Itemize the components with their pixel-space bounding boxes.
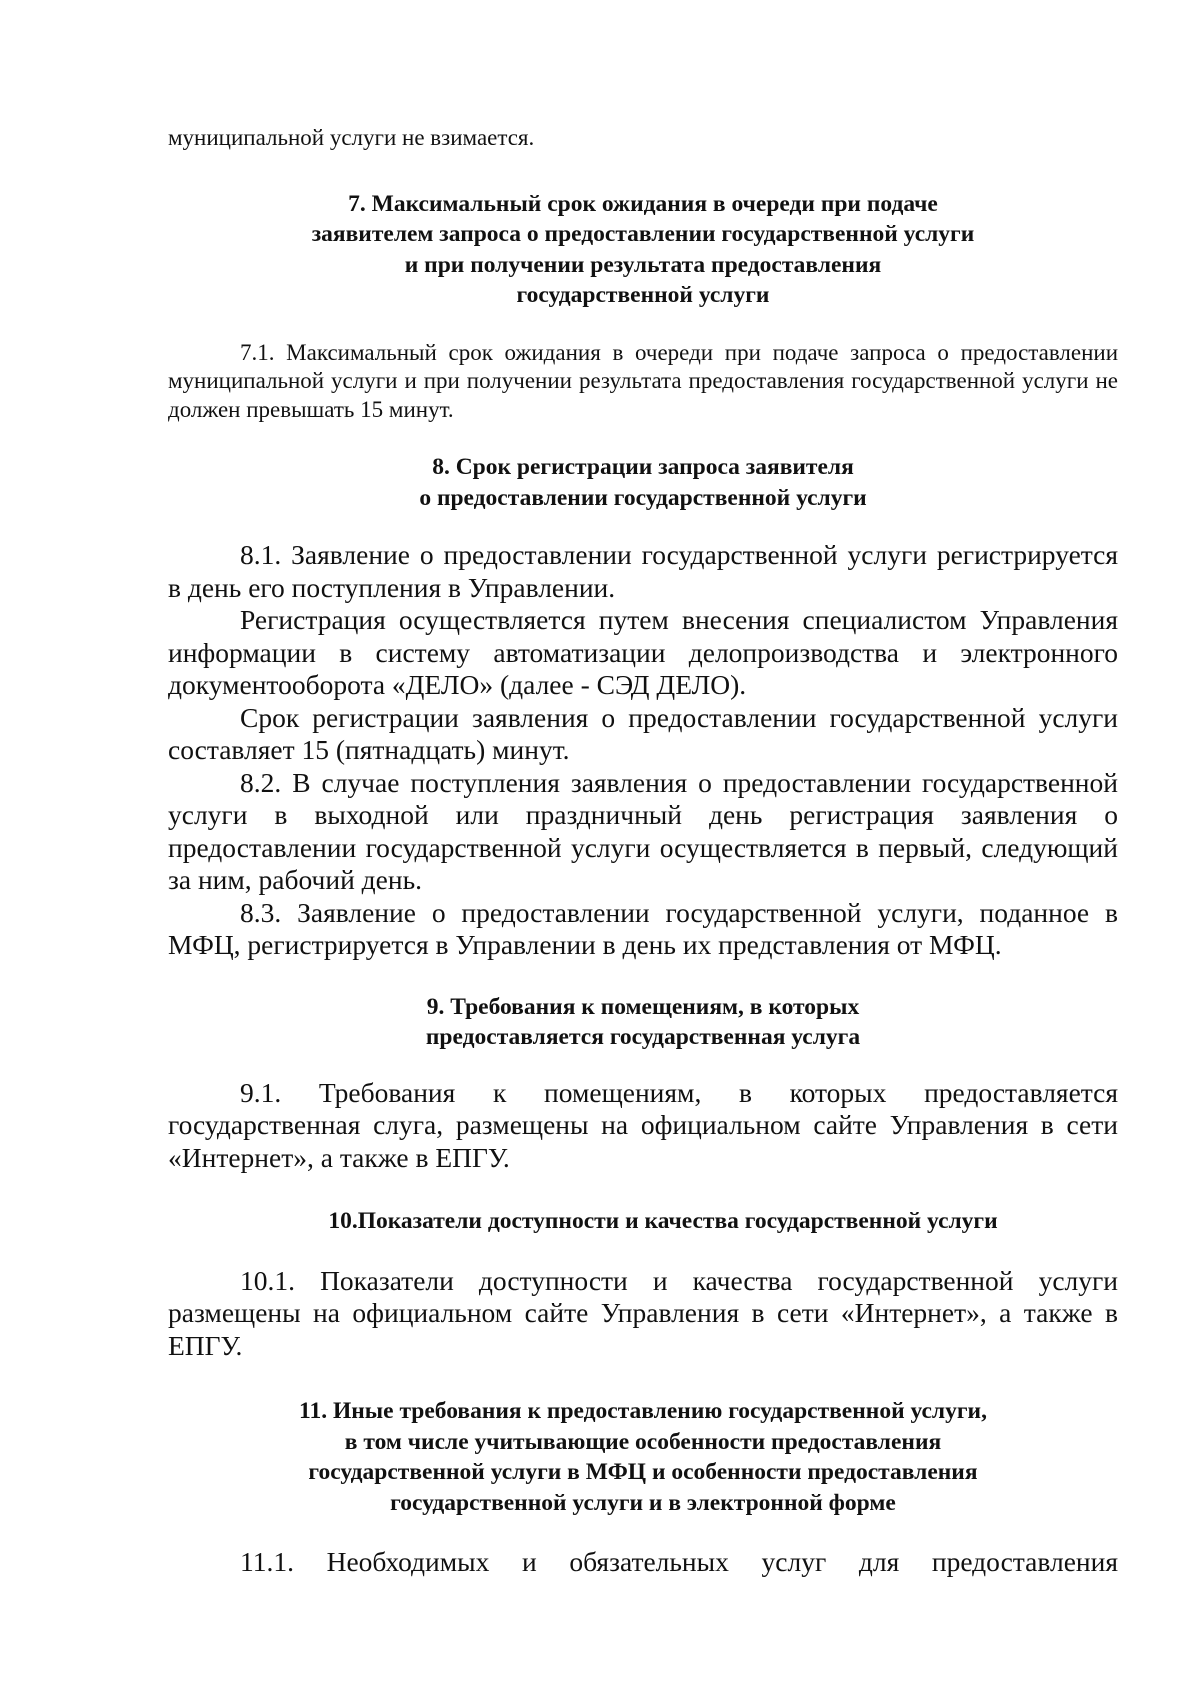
heading-line: государственной услуги: [516, 282, 770, 308]
paragraph-11-1: 11.1. Необходимых и обязательных услуг для предоставления: [240, 1546, 1118, 1577]
paragraph-7-1: 7.1. Максимальный срок ожидания в очереди при подаче запроса о предоставлении муниципальной услуги и при получении результата предоставления государственной услуги не должен превышать 15 минут.: [168, 339, 1118, 422]
heading-line: заявителем запроса о предоставлении государственной услуги: [311, 221, 975, 247]
heading-line: о предоставлении государственной услуги: [419, 484, 867, 511]
section-9-heading: [168, 992, 1118, 1053]
heading-line: и при получении результата предоставления: [404, 251, 882, 278]
heading-line: 11. Иные требования к предоставлению государственной услуги,: [299, 1398, 987, 1424]
heading-line: в том числе учитывающие особенности предоставления: [344, 1428, 942, 1455]
paragraph-8-2: 8.2. В случае поступления заявления о предоставлении государственной услуги в выходной или праздничный день регистрация заявления о предоставлении государственной услуги осуществляется в первый, следующий за ним, рабочий день.: [168, 766, 1118, 895]
paragraph-8-1-registration: Регистрация осуществляется путем внесения специалистом Управления информации в систему автоматизации делопроизводства и электронного документооборота «ДЕЛО» (далее - СЭД ДЕЛО).: [168, 604, 1118, 700]
intro-line: муниципальной услуги не взимается.: [168, 125, 535, 150]
paragraph-8-1: 8.1. Заявление о предоставлении государственной услуги регистрируется в день его поступления в Управлении.: [168, 539, 1118, 603]
heading-line: 7. Максимальный срок ожидания в очереди при подаче: [348, 190, 938, 217]
heading-line: государственной услуги и в электронной форме: [390, 1489, 896, 1516]
paragraph-8-3: 8.3. Заявление о предоставлении государственной услуги, поданное в МФЦ, регистрируется в Управлении в день их представления от МФЦ.: [168, 896, 1118, 960]
section-7-heading: [168, 189, 1118, 311]
section-8-heading: [168, 452, 1118, 513]
section-10-heading: [168, 1206, 1118, 1237]
document-page: [168, 124, 1118, 1579]
heading-line: 8. Срок регистрации запроса заявителя: [432, 454, 854, 480]
heading-line: предоставляется государственная услуга: [425, 1024, 861, 1050]
paragraph-8-1-term: Срок регистрации заявления о предоставлении государственной услуги составляет 15 (пятнадцать) минут.: [168, 701, 1118, 765]
heading-line: государственной услуги в МФЦ и особенности предоставления: [308, 1459, 978, 1485]
heading-line: 9. Требования к помещениям, в которых: [426, 993, 860, 1020]
paragraph-10-1: 10.1. Показатели доступности и качества государственной услуги размещены на официальном сайте Управления в сети «Интернет», а также в ЕПГУ.: [168, 1264, 1118, 1361]
heading-line: 10.Показатели доступности и качества государственной услуги: [328, 1208, 998, 1234]
paragraph-9-1: 9.1. Требования к помещениям, в которых предоставляется государственная слуга, размещены на официальном сайте Управления в сети «Интернет», а также в ЕПГУ.: [168, 1076, 1118, 1173]
section-11-heading: [168, 1396, 1118, 1518]
